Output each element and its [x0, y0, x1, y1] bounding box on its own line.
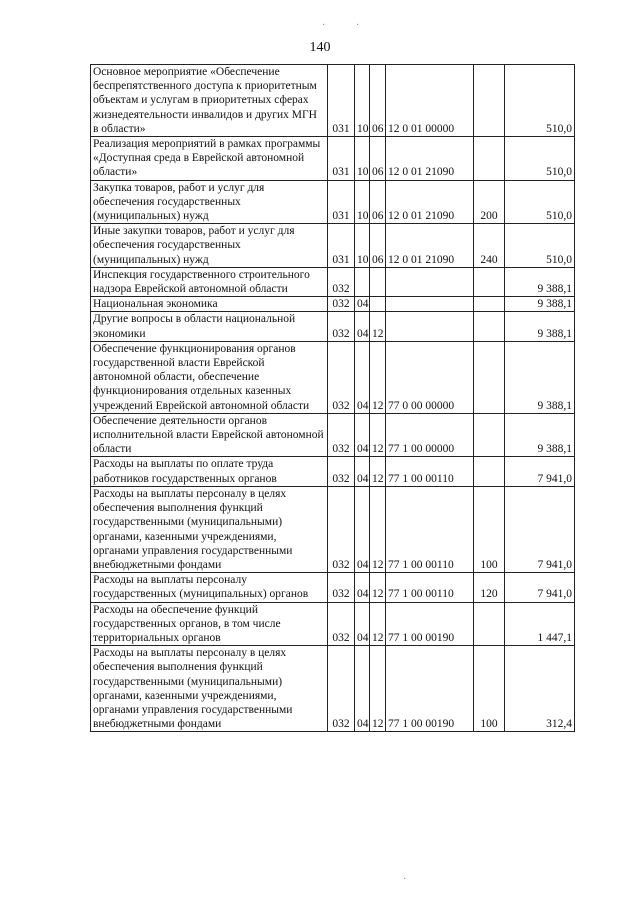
expense-type-cell [474, 137, 505, 181]
target-article-cell [386, 312, 474, 341]
amount-cell: 9 388,1 [505, 297, 575, 312]
item-name-cell: Закупка товаров, работ и услуг для обеспечения государственных (муниципальных) нужд [91, 180, 328, 224]
expense-type-cell: 240 [474, 224, 505, 268]
subsection-code-cell: 12 [370, 602, 386, 646]
target-article-cell: 12 0 01 00000 [386, 65, 474, 137]
table-row [91, 486, 575, 572]
table-row [91, 312, 575, 341]
subsection-code-cell [370, 297, 386, 312]
subsection-code-cell: 06 [370, 137, 386, 181]
section-code-cell: 04 [355, 457, 370, 486]
ministry-code-cell: 031 [328, 137, 355, 181]
scan-mark: · [403, 874, 407, 885]
ministry-code-cell: 032 [328, 297, 355, 312]
subsection-code-cell: 12 [370, 646, 386, 732]
ministry-code-cell: 032 [328, 486, 355, 572]
item-name-cell: Расходы на выплаты по оплате труда работников государственных органов [91, 457, 328, 486]
amount-cell: 1 447,1 [505, 602, 575, 646]
target-article-cell: 12 0 01 21090 [386, 224, 474, 268]
subsection-code-cell: 06 [370, 224, 386, 268]
item-name-cell: Обеспечение деятельности органов исполнительной власти Еврейской автономной области [91, 413, 328, 457]
section-code-cell: 04 [355, 297, 370, 312]
table-row [91, 602, 575, 646]
target-article-cell: 77 1 00 00110 [386, 486, 474, 572]
budget-table [90, 64, 575, 732]
expense-type-cell [474, 602, 505, 646]
subsection-code-cell [370, 267, 386, 296]
item-name-cell: Реализация мероприятий в рамках программы «Доступная среда в Еврейской автономной области» [91, 137, 328, 181]
expense-type-cell [474, 267, 505, 296]
amount-cell: 312,4 [505, 646, 575, 732]
item-name-cell: Основное мероприятие «Обеспечение беспрепятственного доступа к приоритетным объектам и услугам в приоритетных сферах жизнедеятельности инвалидов и других МГН в области» [91, 65, 328, 137]
expense-type-cell [474, 65, 505, 137]
table-row [91, 267, 575, 296]
ministry-code-cell: 032 [328, 457, 355, 486]
item-name-cell: Расходы на выплаты персоналу в целях обеспечения выполнения функций государственными (муниципальными) органами, казенными учреждениями, органами управления государственными внебюджетными фондами [91, 646, 328, 732]
ministry-code-cell: 032 [328, 602, 355, 646]
amount-cell: 9 388,1 [505, 341, 575, 413]
amount-cell: 510,0 [505, 137, 575, 181]
table-row [91, 573, 575, 602]
expense-type-cell [474, 341, 505, 413]
expense-type-cell: 100 [474, 646, 505, 732]
ministry-code-cell: 032 [328, 573, 355, 602]
item-name-cell: Расходы на выплаты персоналу государственных (муниципальных) органов [91, 573, 328, 602]
subsection-code-cell: 12 [370, 341, 386, 413]
target-article-cell: 77 1 00 00190 [386, 646, 474, 732]
section-code-cell [355, 267, 370, 296]
expense-type-cell: 120 [474, 573, 505, 602]
item-name-cell: Иные закупки товаров, работ и услуг для обеспечения государственных (муниципальных) нужд [91, 224, 328, 268]
table-body [91, 65, 575, 732]
table-row [91, 413, 575, 457]
amount-cell: 510,0 [505, 224, 575, 268]
expense-type-cell [474, 457, 505, 486]
item-name-cell: Расходы на обеспечение функций государственных органов, в том числе территориальных органов [91, 602, 328, 646]
ministry-code-cell: 032 [328, 413, 355, 457]
section-code-cell: 04 [355, 341, 370, 413]
scan-mark: · [356, 20, 360, 31]
table-row [91, 137, 575, 181]
item-name-cell: Национальная экономика [91, 297, 328, 312]
subsection-code-cell: 12 [370, 457, 386, 486]
table-row [91, 457, 575, 486]
section-code-cell: 04 [355, 312, 370, 341]
subsection-code-cell: 12 [370, 486, 386, 572]
section-code-cell: 04 [355, 413, 370, 457]
amount-cell: 7 941,0 [505, 573, 575, 602]
target-article-cell: 12 0 01 21090 [386, 180, 474, 224]
section-code-cell: 04 [355, 602, 370, 646]
amount-cell: 510,0 [505, 180, 575, 224]
target-article-cell [386, 267, 474, 296]
subsection-code-cell: 12 [370, 312, 386, 341]
expense-type-cell [474, 297, 505, 312]
table-row [91, 341, 575, 413]
ministry-code-cell: 031 [328, 180, 355, 224]
amount-cell: 9 388,1 [505, 413, 575, 457]
item-name-cell: Инспекция государственного строительного надзора Еврейской автономной области [91, 267, 328, 296]
amount-cell: 9 388,1 [505, 267, 575, 296]
item-name-cell: Расходы на выплаты персоналу в целях обеспечения выполнения функций государственными (муниципальными) органами, казенными учреждениями, органами управления государственными внебюджетными фондами [91, 486, 328, 572]
table-row [91, 180, 575, 224]
target-article-cell: 77 1 00 00190 [386, 602, 474, 646]
section-code-cell: 04 [355, 646, 370, 732]
ministry-code-cell: 031 [328, 65, 355, 137]
subsection-code-cell: 06 [370, 180, 386, 224]
item-name-cell: Обеспечение функционирования органов государственной власти Еврейской автономной области, обеспечение функционирования отдельных казенных учреждений Еврейской автономной области [91, 341, 328, 413]
target-article-cell: 12 0 01 21090 [386, 137, 474, 181]
page-number: 140 [309, 40, 331, 55]
amount-cell: 7 941,0 [505, 486, 575, 572]
expense-type-cell [474, 312, 505, 341]
subsection-code-cell: 12 [370, 413, 386, 457]
item-name-cell: Другие вопросы в области национальной экономики [91, 312, 328, 341]
expense-type-cell: 100 [474, 486, 505, 572]
amount-cell: 9 388,1 [505, 312, 575, 341]
table-row [91, 297, 575, 312]
section-code-cell: 10 [355, 137, 370, 181]
ministry-code-cell: 032 [328, 312, 355, 341]
subsection-code-cell: 12 [370, 573, 386, 602]
section-code-cell: 04 [355, 486, 370, 572]
target-article-cell [386, 297, 474, 312]
amount-cell: 510,0 [505, 65, 575, 137]
scan-mark: · [322, 20, 326, 31]
section-code-cell: 04 [355, 573, 370, 602]
target-article-cell: 77 0 00 00000 [386, 341, 474, 413]
section-code-cell: 10 [355, 224, 370, 268]
table-row [91, 646, 575, 732]
target-article-cell: 77 1 00 00110 [386, 457, 474, 486]
section-code-cell: 10 [355, 180, 370, 224]
target-article-cell: 77 1 00 00000 [386, 413, 474, 457]
table-row [91, 65, 575, 137]
ministry-code-cell: 032 [328, 341, 355, 413]
ministry-code-cell: 031 [328, 224, 355, 268]
ministry-code-cell: 032 [328, 267, 355, 296]
expense-type-cell: 200 [474, 180, 505, 224]
target-article-cell: 77 1 00 00110 [386, 573, 474, 602]
expense-type-cell [474, 413, 505, 457]
section-code-cell: 10 [355, 65, 370, 137]
subsection-code-cell: 06 [370, 65, 386, 137]
table-row [91, 224, 575, 268]
amount-cell: 7 941,0 [505, 457, 575, 486]
ministry-code-cell: 032 [328, 646, 355, 732]
